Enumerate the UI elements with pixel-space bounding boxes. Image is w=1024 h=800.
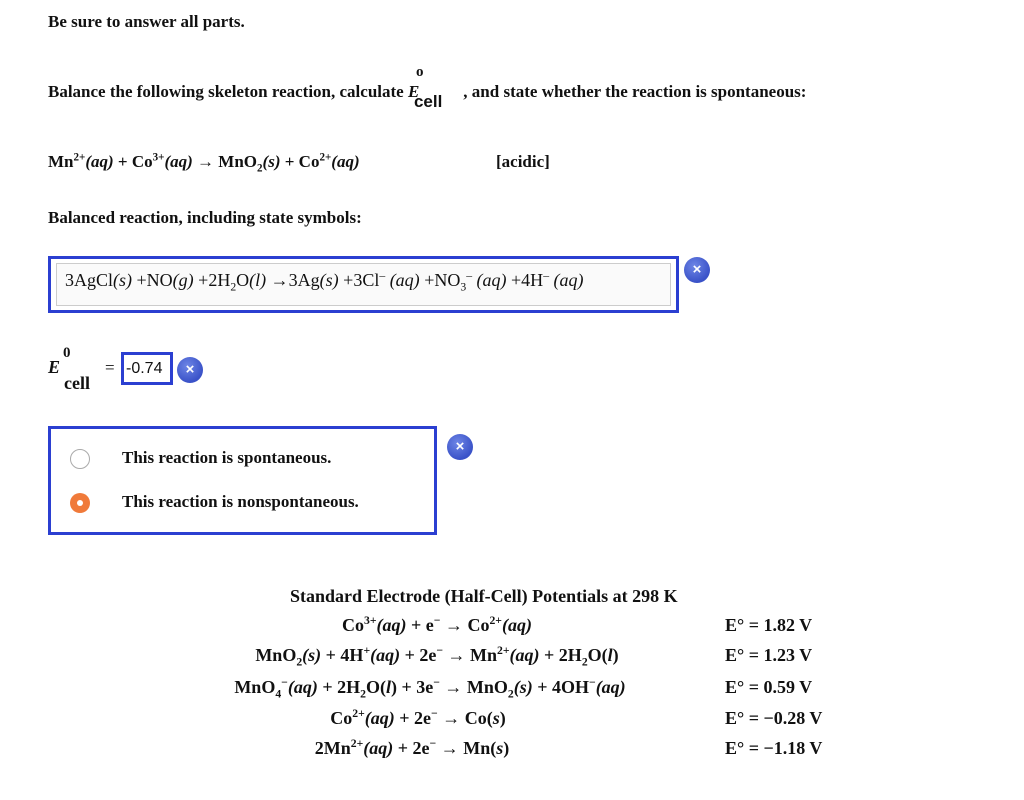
formula-segment: − xyxy=(281,676,288,689)
formula-segment: − xyxy=(433,614,441,627)
half-reaction xyxy=(187,644,687,669)
standard-potential: E° = 1.23 V xyxy=(725,645,813,665)
e-sub: cell xyxy=(413,92,443,111)
comma: , xyxy=(463,82,468,101)
formula-segment: – xyxy=(379,269,386,282)
ecell-sub: cell xyxy=(64,373,90,393)
formula-segment: (aq) xyxy=(364,708,395,728)
formula-segment: + Co xyxy=(280,152,320,171)
equals-sign: = xyxy=(105,358,115,377)
formula-segment: s xyxy=(496,738,504,758)
formula-segment: (aq) xyxy=(363,738,394,758)
balanced-answer-field[interactable] xyxy=(56,263,671,306)
standard-potential: E° = 1.82 V xyxy=(725,615,813,635)
spontaneity-options xyxy=(48,426,437,535)
formula-segment: O xyxy=(236,270,250,290)
formula-segment: (aq) xyxy=(509,645,540,665)
formula-segment: – xyxy=(466,269,473,282)
formula-segment: +4H xyxy=(506,270,544,290)
formula-segment: l xyxy=(385,677,391,697)
formula-segment: – xyxy=(543,269,550,282)
formula-segment: 2 xyxy=(230,280,237,294)
formula-segment: + 2H xyxy=(317,677,361,697)
balanced-answer-box[interactable] xyxy=(48,256,679,313)
formula-segment: 2+ xyxy=(73,151,86,164)
formula-segment: 3AgCl xyxy=(65,270,114,290)
formula-segment: → Co( xyxy=(437,708,493,728)
formula-segment: − xyxy=(589,676,596,689)
formula-segment: → Co xyxy=(440,615,490,635)
formula-segment: O( xyxy=(587,645,608,665)
acidic-condition: [acidic] xyxy=(496,152,550,171)
ecell-symbol xyxy=(407,64,443,111)
formula-segment: →3Ag xyxy=(266,270,320,290)
question-prefix: Balance the following skeleton reaction, calculate xyxy=(48,82,408,101)
formula-segment: → MnO xyxy=(439,677,508,697)
formula-segment: + 4OH xyxy=(532,677,590,697)
formula-segment: (aq) xyxy=(501,615,532,635)
formula-segment: 3+ xyxy=(364,614,377,627)
formula-segment: (aq) xyxy=(331,152,360,171)
formula-segment: 2+ xyxy=(497,644,510,657)
ecell-input[interactable]: -0.74 xyxy=(121,352,173,385)
formula-segment: + Co xyxy=(113,152,153,171)
option-spontaneous-label[interactable]: This reaction is spontaneous. xyxy=(122,448,332,467)
formula-segment: + 2e xyxy=(394,708,432,728)
formula-segment: (aq) xyxy=(549,270,584,290)
formula-segment: (aq) xyxy=(287,677,318,697)
standard-potential: E° = 0.59 V xyxy=(725,677,813,697)
formula-segment: 2+ xyxy=(350,737,364,750)
e-letter: E xyxy=(407,82,420,101)
formula-segment: 3+ xyxy=(152,151,165,164)
formula-segment: (aq) xyxy=(164,152,193,171)
formula-segment: → MnO xyxy=(192,152,258,171)
formula-segment: 4 xyxy=(275,687,282,701)
formula-segment: 2 xyxy=(257,162,263,175)
formula-segment: +NO xyxy=(419,270,461,290)
formula-segment: + 4H xyxy=(321,645,364,665)
formula-segment: 2 xyxy=(360,687,366,701)
table-title: Standard Electrode (Half-Cell) Potentials at 298 K xyxy=(290,586,678,606)
ecell-sup: 0 xyxy=(63,345,71,361)
formula-segment: ) xyxy=(612,645,619,665)
formula-segment: l xyxy=(607,645,613,665)
formula-segment: − xyxy=(431,707,438,720)
formula-segment: 2+ xyxy=(352,707,365,720)
clear-ecell-icon[interactable]: × xyxy=(177,357,203,383)
formula-segment: + 2e xyxy=(393,738,430,758)
formula-segment: ) + 3e xyxy=(390,677,434,697)
formula-segment: 2 xyxy=(507,687,514,701)
formula-segment: +NO xyxy=(132,270,173,290)
formula-segment: (aq) xyxy=(472,270,507,290)
half-reaction xyxy=(168,708,668,729)
formula-segment: (aq) xyxy=(376,615,407,635)
radio-dot xyxy=(77,500,83,506)
formula-segment: Co xyxy=(330,708,353,728)
formula-segment: − xyxy=(429,737,437,750)
formula-segment: 3 xyxy=(460,280,467,294)
formula-segment: (g) xyxy=(172,270,194,290)
standard-potential: E° = −1.18 V xyxy=(725,738,823,758)
formula-segment: 2+ xyxy=(489,614,502,627)
formula-segment: 2 xyxy=(581,655,588,669)
formula-segment: MnO xyxy=(255,645,297,665)
formula-segment: +3Cl xyxy=(338,270,380,290)
formula-segment: (aq) xyxy=(385,270,420,290)
formula-segment: → Mn( xyxy=(436,738,497,758)
formula-segment: + e xyxy=(406,615,434,635)
formula-segment: (aq) xyxy=(85,152,114,171)
formula-segment: s xyxy=(492,708,500,728)
question-suffix: and state whether the reaction is spontaneous: xyxy=(467,82,807,101)
balanced-label: Balanced reaction, including state symbols: xyxy=(48,208,362,227)
option-nonspontaneous-label[interactable]: This reaction is nonspontaneous. xyxy=(122,492,359,511)
formula-segment: (aq) xyxy=(370,645,401,665)
radio-spontaneous[interactable] xyxy=(70,449,90,469)
formula-segment: Mn xyxy=(48,152,74,171)
formula-segment: ) xyxy=(503,738,510,758)
formula-segment: (l) xyxy=(249,270,267,290)
clear-balanced-icon[interactable]: × xyxy=(684,257,710,283)
instructions: Be sure to answer all parts. xyxy=(48,12,245,31)
radio-nonspontaneous[interactable] xyxy=(70,493,90,513)
formula-segment: Co xyxy=(342,615,365,635)
question-text xyxy=(48,64,807,111)
formula-segment: → Mn xyxy=(443,645,498,665)
e-sup: o xyxy=(415,64,424,80)
formula-segment: + 2e xyxy=(400,645,437,665)
formula-segment: O( xyxy=(365,677,386,697)
half-reaction xyxy=(162,738,662,759)
skeleton-reaction xyxy=(48,151,360,175)
formula-segment: + xyxy=(363,644,371,657)
formula-segment: − xyxy=(436,644,444,657)
formula-segment: + 2H xyxy=(539,645,582,665)
formula-segment: (s) xyxy=(113,270,133,290)
formula-segment: 2Mn xyxy=(314,738,351,758)
formula-segment: (aq) xyxy=(595,677,626,697)
clear-options-icon[interactable]: × xyxy=(447,434,473,460)
formula-segment: (s) xyxy=(513,677,533,697)
ecell-e: E xyxy=(48,357,61,377)
formula-segment: (s) xyxy=(319,270,339,290)
formula-segment: MnO xyxy=(234,677,276,697)
formula-segment: ) xyxy=(499,708,506,728)
formula-segment: (s) xyxy=(302,645,322,665)
half-reaction xyxy=(180,676,680,701)
formula-segment: 2 xyxy=(296,655,303,669)
formula-segment: 2+ xyxy=(319,151,332,164)
formula-segment: +2H xyxy=(193,270,231,290)
formula-segment: (s) xyxy=(262,152,281,171)
formula-segment: − xyxy=(433,676,440,689)
standard-potential: E° = −0.28 V xyxy=(725,708,823,728)
half-reaction xyxy=(187,615,687,636)
